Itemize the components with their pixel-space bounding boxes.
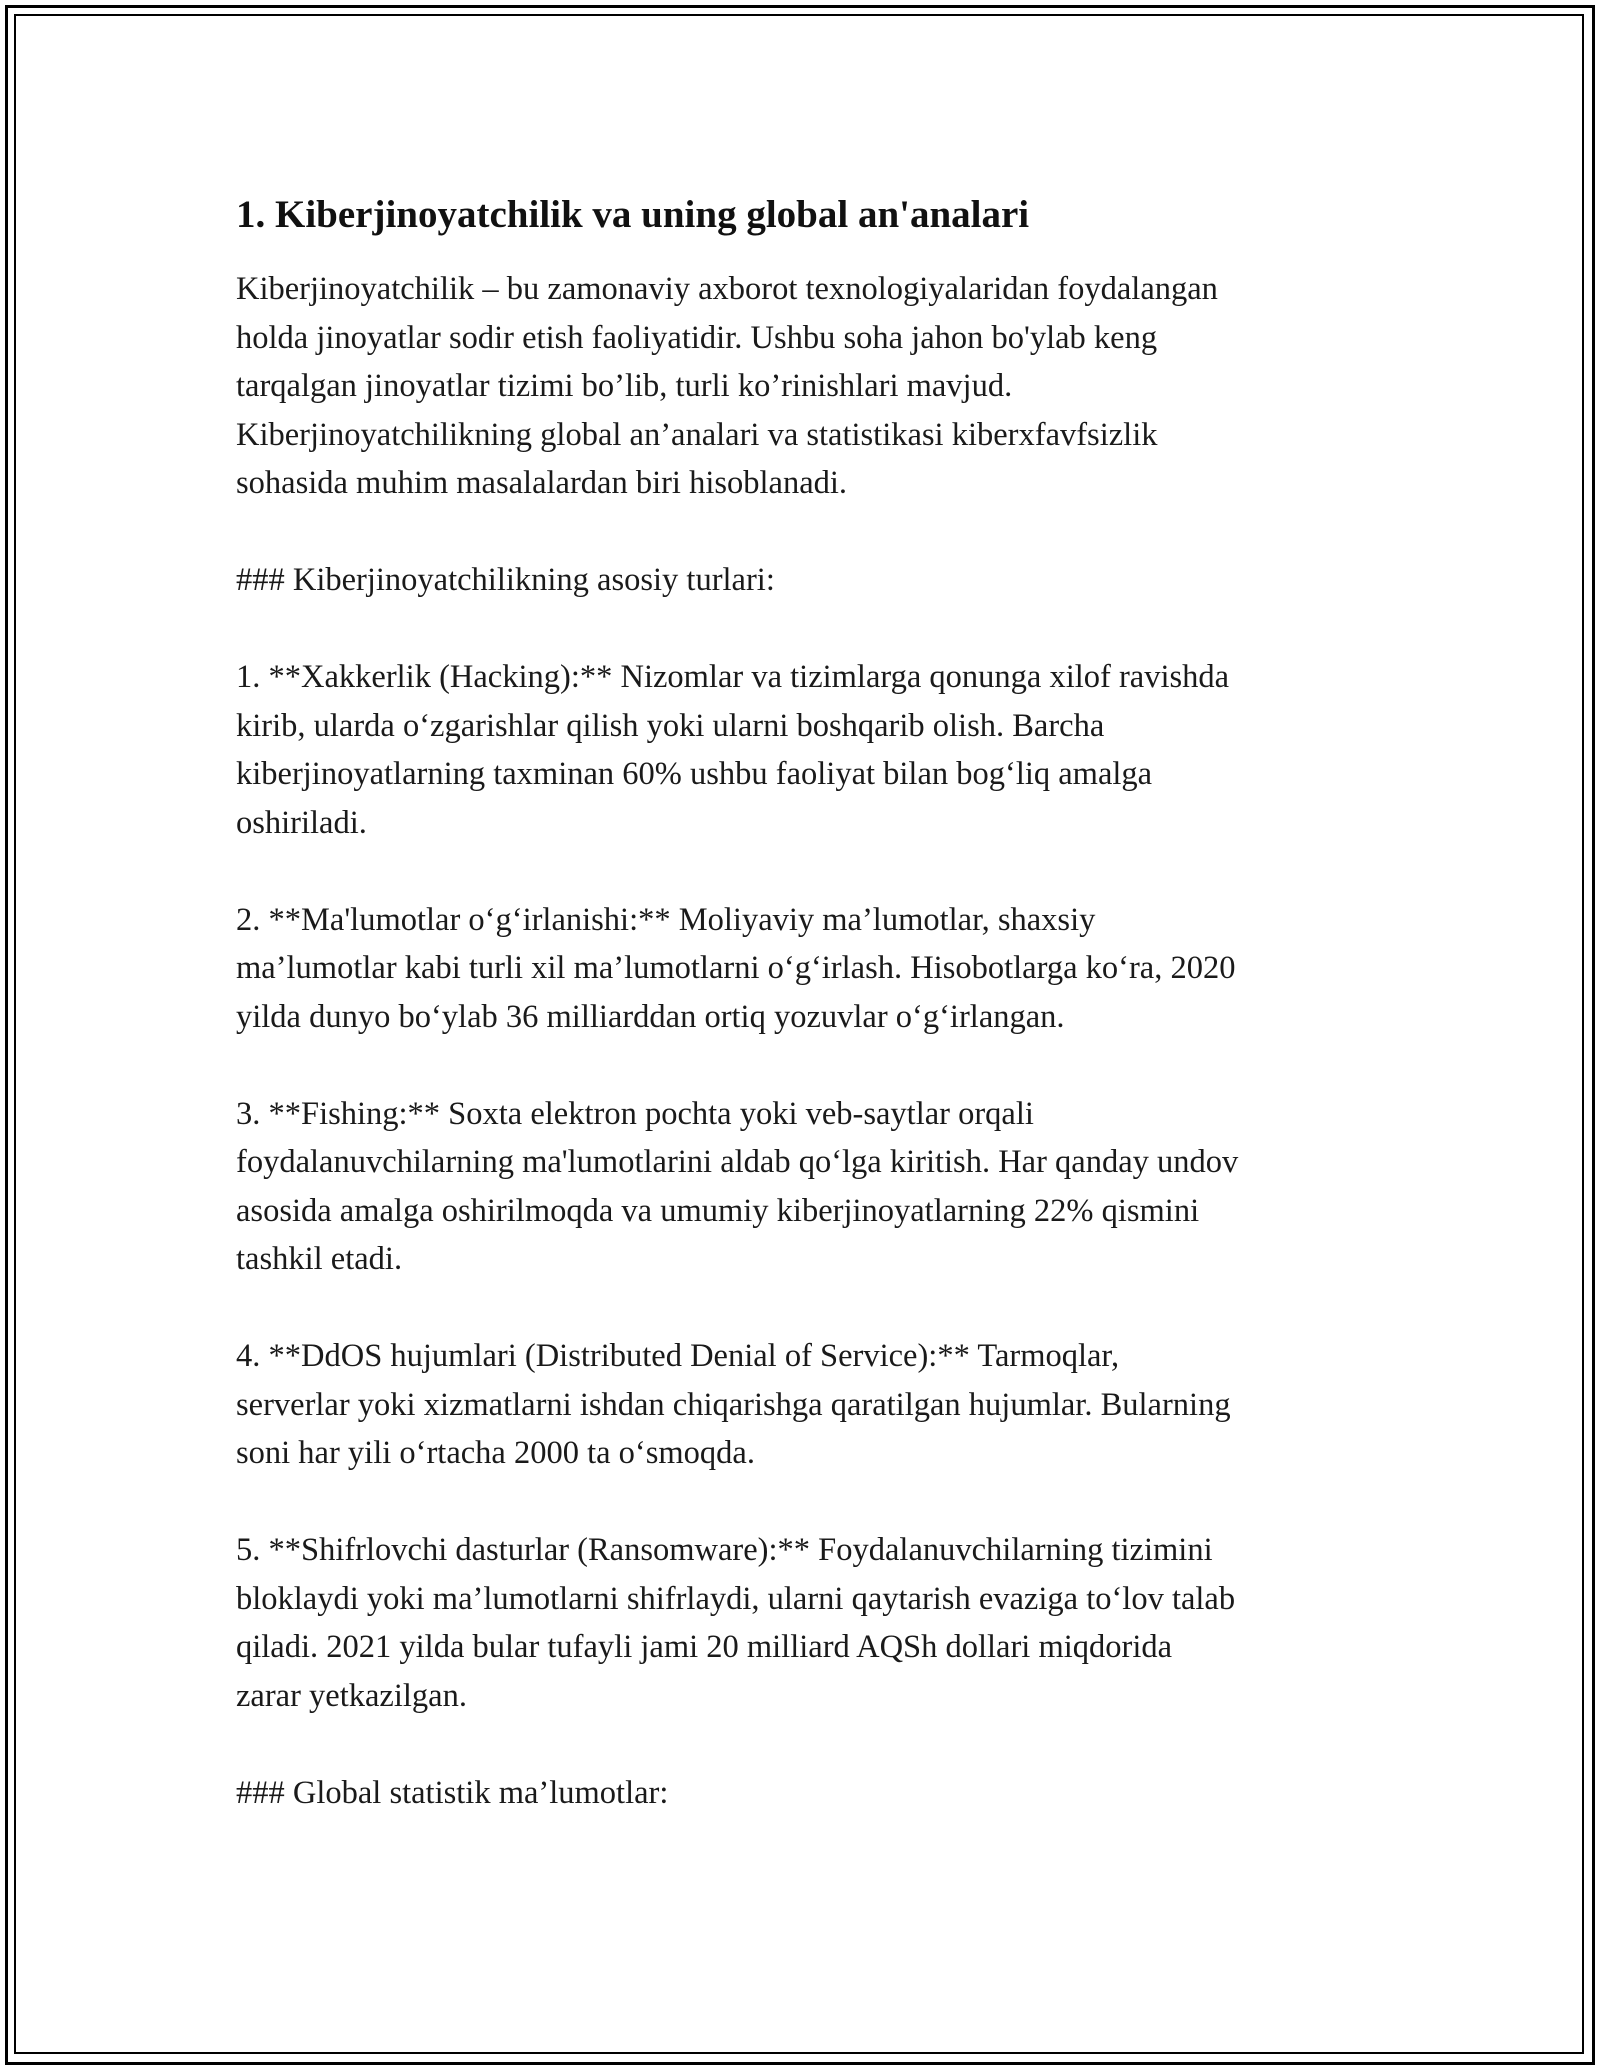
- list-item-hacking: 1. **Xakkerlik (Hacking):** Nizomlar va tizimlarga qonunga xilof ravishda kirib, ularda o‘zgarishlar qilish yoki ularni boshqarib olish. Barcha kiberjinoyatlarning taxminan 60% ushbu faoliyat bilan bog‘liq amalga oshiriladi.: [236, 659, 1230, 841]
- section-heading-stats: ### Global statistik ma’lumotlar:: [236, 1774, 669, 1811]
- section-heading-types: ### Kiberjinoyatchilikning asosiy turlari:: [236, 562, 775, 598]
- list-item-data-theft: 2. **Ma'lumotlar o‘g‘irlanishi:** Moliyaviy ma’lumotlar, shaxsiy ma’lumotlar kabi turli xil ma’lumotlarni o‘g‘irlash. Hisobotlarga ko‘ra, 2020 yilda dunyo bo‘ylab 36 milliarddan ortiq yozuvlar o‘g‘irlangan.: [236, 901, 1236, 1035]
- intro-paragraph: Kiberjinoyatchilik – bu zamonaviy axborot texnologiyalaridan foydalangan holda jinoyatlar sodir etish faoliyatidir. Ushbu soha jahon bo'ylab keng tarqalgan jinoyatlar tizimi bo’lib, turli ko’rinishlari mavjud. Kiberjinoyatchilikning global an’analari va statistikasi kiberxfavfsizlik sohasida muhim masalalardan biri hisoblanadi.: [236, 271, 1218, 501]
- document-body: [236, 185, 1396, 1866]
- list-item-phishing: 3. **Fishing:** Soxta elektron pochta yoki veb-saytlar orqali foydalanuvchilarning ma'lumotlarini aldab qo‘lga kiritish. Har qanday undov asosida amalga oshirilmoqda va umumiy kiberjinoyatlarning 22% qismini tashkil etadi.: [236, 1095, 1239, 1277]
- list-item-ransomware: 5. **Shifrlovchi dasturlar (Ransomware):** Foydalanuvchilarning tizimini bloklaydi yoki ma’lumotlarni shifrlaydi, ularni qaytarish evaziga to‘lov talab qiladi. 2021 yilda bular tufayli jami 20 milliard AQSh dollari miqdorida zarar yetkazilgan.: [236, 1532, 1236, 1714]
- list-item-ddos: 4. **DdOS hujumlari (Distributed Denial of Service):** Tarmoqlar, serverlar yoki xizmatlarni ishdan chiqarishga qaratilgan hujumlar. Bularning soni har yili o‘rtacha 2000 ta o‘smoqda.: [236, 1338, 1231, 1471]
- document-title: 1. Kiberjinoyatchilik va uning global an'analari: [236, 193, 1030, 236]
